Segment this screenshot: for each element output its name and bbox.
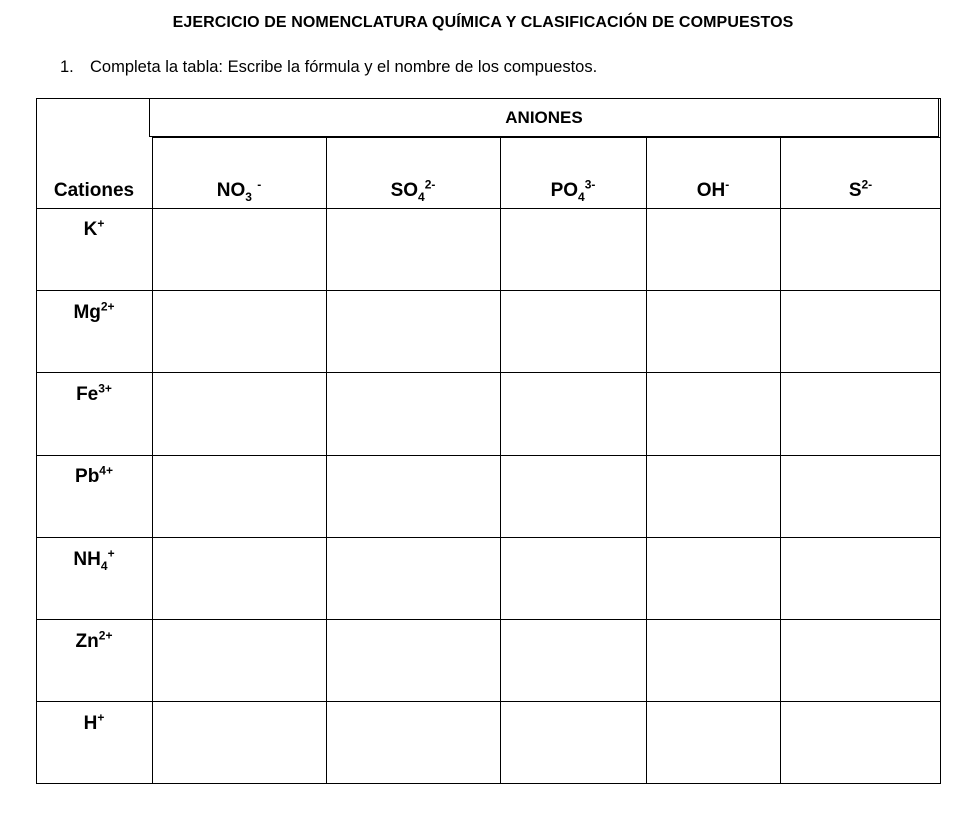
- row-divider: [36, 619, 941, 620]
- cation-h: H+: [83, 710, 105, 734]
- anions-group-header: ANIONES: [149, 98, 939, 137]
- column-divider: [780, 137, 781, 784]
- row-divider: [36, 537, 941, 538]
- row-divider: [36, 455, 941, 456]
- row-divider: [36, 372, 941, 373]
- row-divider: [36, 701, 941, 702]
- anion-header-oh: OH-: [696, 177, 730, 201]
- anion-header-po4: $PO_4^{3-}$: [550, 177, 596, 204]
- instruction-number: 1.: [60, 58, 74, 76]
- cation-k: K+: [83, 216, 105, 240]
- column-divider: [152, 137, 153, 784]
- cations-header: Cationes: [53, 180, 135, 201]
- page-title: EJERCICIO DE NOMENCLATURA QUÍMICA Y CLASIFICACIÓN DE COMPUESTOS: [172, 14, 794, 31]
- anion-header-s: $S^{2-}$: [848, 177, 873, 201]
- cation-nh4: $NH_4^+$: [73, 546, 115, 573]
- cation-zn: $Zn^{2+}$: [75, 628, 113, 652]
- cation-mg: $Mg^{2+}$: [73, 299, 115, 323]
- row-divider: [36, 290, 941, 291]
- instruction-text: Completa la tabla: Escribe la fórmula y el nombre de los compuestos.: [90, 58, 598, 76]
- column-divider: [646, 137, 647, 784]
- row-divider: [36, 208, 941, 209]
- column-divider: [500, 137, 501, 784]
- anion-header-so4: $SO_4^{2-}$: [390, 177, 436, 204]
- cation-fe: $Fe^{3+}$: [76, 381, 112, 405]
- column-divider: [326, 137, 327, 784]
- cation-pb: $Pb^{4+}$: [75, 463, 113, 487]
- row-divider: [152, 137, 941, 138]
- anion-header-no3: $NO_3$ -: [216, 177, 262, 204]
